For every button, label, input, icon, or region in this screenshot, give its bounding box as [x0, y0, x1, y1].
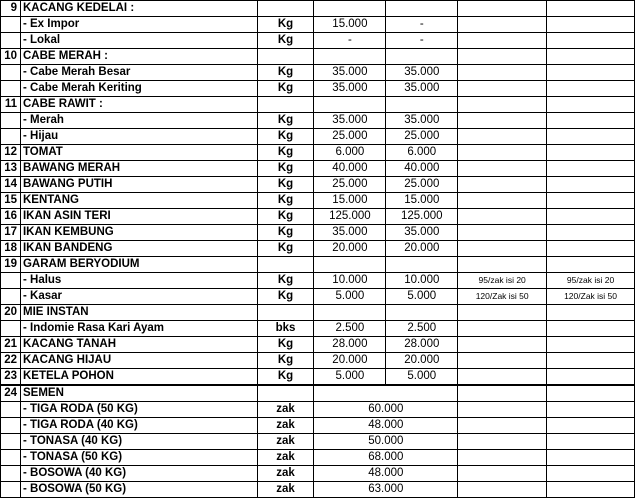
- note-cell-1[interactable]: [458, 450, 547, 466]
- price-cell-1[interactable]: 5.000: [314, 369, 386, 386]
- price-cell[interactable]: 68.000: [314, 450, 458, 466]
- note-cell-2[interactable]: [547, 321, 635, 337]
- table-row: [1, 209, 635, 225]
- note-cell-1[interactable]: [458, 321, 547, 337]
- note-cell-1[interactable]: 120/Zak isi 50: [458, 289, 547, 305]
- price-cell-2[interactable]: 28.000: [386, 337, 458, 353]
- unit-cell[interactable]: Kg: [257, 225, 314, 241]
- note-cell-2[interactable]: [547, 402, 635, 418]
- note-cell-2[interactable]: [547, 113, 635, 129]
- price-cell-1[interactable]: [314, 97, 386, 113]
- row-number-cell[interactable]: [1, 81, 21, 97]
- price-cell[interactable]: 63.000: [314, 482, 458, 498]
- price-cell-1[interactable]: 28.000: [314, 337, 386, 353]
- unit-cell[interactable]: zak: [257, 434, 314, 450]
- table-row: [1, 113, 635, 129]
- unit-cell[interactable]: Kg: [257, 209, 314, 225]
- note-cell-1[interactable]: [458, 305, 547, 321]
- note-cell-1[interactable]: [458, 113, 547, 129]
- item-name-cell[interactable]: - Halus: [20, 273, 257, 289]
- note-cell-2[interactable]: [547, 129, 635, 145]
- row-number-cell[interactable]: 16: [1, 209, 21, 225]
- price-cell[interactable]: 48.000: [314, 418, 458, 434]
- item-name-cell[interactable]: - Merah: [20, 113, 257, 129]
- row-number-cell[interactable]: 19: [1, 257, 21, 273]
- price-cell-1[interactable]: [314, 1, 386, 17]
- price-cell-1[interactable]: 10.000: [314, 273, 386, 289]
- note-cell-2[interactable]: [547, 193, 635, 209]
- table-row: [1, 129, 635, 145]
- price-cell-1[interactable]: 40.000: [314, 161, 386, 177]
- item-name-cell[interactable]: BAWANG MERAH: [20, 161, 257, 177]
- item-name-cell[interactable]: - Kasar: [20, 289, 257, 305]
- note-cell-1[interactable]: [458, 466, 547, 482]
- unit-cell[interactable]: Kg: [257, 241, 314, 257]
- item-name-cell[interactable]: - BOSOWA (50 KG): [20, 482, 257, 498]
- note-cell-1[interactable]: [458, 177, 547, 193]
- note-cell-1[interactable]: [458, 49, 547, 65]
- row-number-cell[interactable]: [1, 402, 21, 418]
- note-cell-1[interactable]: [458, 257, 547, 273]
- table-row: [1, 97, 635, 113]
- note-cell-2[interactable]: [547, 33, 635, 49]
- note-cell-2[interactable]: [547, 145, 635, 161]
- row-number-cell[interactable]: 15: [1, 193, 21, 209]
- note-cell-1[interactable]: [458, 482, 547, 498]
- note-cell-1[interactable]: [458, 418, 547, 434]
- table-row: [1, 81, 635, 97]
- item-name-cell[interactable]: CABE MERAH :: [20, 49, 257, 65]
- price-cell-2[interactable]: 25.000: [386, 177, 458, 193]
- note-cell-2[interactable]: [547, 209, 635, 225]
- item-name-cell[interactable]: - BOSOWA (40 KG): [20, 466, 257, 482]
- item-name-cell[interactable]: - TIGA RODA (50 KG): [20, 402, 257, 418]
- price-cell[interactable]: 48.000: [314, 466, 458, 482]
- item-name-cell[interactable]: IKAN BANDENG: [20, 241, 257, 257]
- table-row: [1, 49, 635, 65]
- price-cell-1[interactable]: 35.000: [314, 113, 386, 129]
- price-cell[interactable]: [314, 385, 458, 402]
- item-name-cell[interactable]: GARAM BERYODIUM: [20, 257, 257, 273]
- table-row: [1, 482, 635, 498]
- price-cell-2[interactable]: 6.000: [386, 145, 458, 161]
- note-cell-2[interactable]: [547, 353, 635, 369]
- row-number-cell[interactable]: [1, 129, 21, 145]
- price-cell-2[interactable]: 20.000: [386, 353, 458, 369]
- item-name-cell[interactable]: - Ex Impor: [20, 17, 257, 33]
- item-name-cell[interactable]: - Cabe Merah Besar: [20, 65, 257, 81]
- note-cell-2[interactable]: [547, 1, 635, 17]
- price-cell-1[interactable]: 35.000: [314, 65, 386, 81]
- table-row: [1, 17, 635, 33]
- price-cell-2[interactable]: 125.000: [386, 209, 458, 225]
- unit-cell[interactable]: zak: [257, 402, 314, 418]
- price-cell-2[interactable]: 5.000: [386, 289, 458, 305]
- unit-cell[interactable]: Kg: [257, 193, 314, 209]
- note-cell-1[interactable]: [458, 353, 547, 369]
- note-cell-2[interactable]: [547, 369, 635, 386]
- note-cell-1[interactable]: [458, 65, 547, 81]
- price-cell-2[interactable]: [386, 49, 458, 65]
- row-number-cell[interactable]: [1, 450, 21, 466]
- unit-cell[interactable]: Kg: [257, 129, 314, 145]
- row-number-cell[interactable]: 18: [1, 241, 21, 257]
- price-cell-2[interactable]: [386, 257, 458, 273]
- price-cell-2[interactable]: [386, 305, 458, 321]
- note-cell-1[interactable]: [458, 33, 547, 49]
- note-cell-2[interactable]: [547, 385, 635, 402]
- unit-cell[interactable]: Kg: [257, 273, 314, 289]
- note-cell-1[interactable]: [458, 241, 547, 257]
- unit-cell[interactable]: Kg: [257, 177, 314, 193]
- price-cell-2[interactable]: 35.000: [386, 65, 458, 81]
- price-cell-2[interactable]: 20.000: [386, 241, 458, 257]
- note-cell-1[interactable]: 95/zak isi 20: [458, 273, 547, 289]
- row-number-cell[interactable]: 12: [1, 145, 21, 161]
- price-cell-2[interactable]: -: [386, 17, 458, 33]
- note-cell-2[interactable]: 120/Zak isi 50: [547, 289, 635, 305]
- price-cell-1[interactable]: 15.000: [314, 17, 386, 33]
- row-number-cell[interactable]: 11: [1, 97, 21, 113]
- unit-cell[interactable]: zak: [257, 418, 314, 434]
- table-row: [1, 466, 635, 482]
- table-row: [1, 65, 635, 81]
- note-cell-1[interactable]: [458, 402, 547, 418]
- table-row: [1, 353, 635, 369]
- price-cell-1[interactable]: 2.500: [314, 321, 386, 337]
- price-cell-1[interactable]: 20.000: [314, 353, 386, 369]
- row-number-cell[interactable]: 14: [1, 177, 21, 193]
- item-name-cell[interactable]: IKAN ASIN TERI: [20, 209, 257, 225]
- unit-cell[interactable]: [257, 1, 314, 17]
- note-cell-1[interactable]: [458, 161, 547, 177]
- price-cell-2[interactable]: 40.000: [386, 161, 458, 177]
- note-cell-1[interactable]: [458, 97, 547, 113]
- unit-cell[interactable]: zak: [257, 482, 314, 498]
- table-row: [1, 33, 635, 49]
- row-number-cell[interactable]: 10: [1, 49, 21, 65]
- unit-cell[interactable]: Kg: [257, 161, 314, 177]
- item-name-cell[interactable]: MIE INSTAN: [20, 305, 257, 321]
- item-name-cell[interactable]: - Hijau: [20, 129, 257, 145]
- unit-cell[interactable]: [257, 97, 314, 113]
- unit-cell[interactable]: Kg: [257, 145, 314, 161]
- unit-cell[interactable]: zak: [257, 466, 314, 482]
- row-number-cell[interactable]: [1, 33, 21, 49]
- price-cell-1[interactable]: 25.000: [314, 177, 386, 193]
- item-name-cell[interactable]: - Cabe Merah Keriting: [20, 81, 257, 97]
- row-number-cell[interactable]: 13: [1, 161, 21, 177]
- price-cell-1[interactable]: 15.000: [314, 193, 386, 209]
- unit-cell[interactable]: Kg: [257, 337, 314, 353]
- note-cell-2[interactable]: [547, 450, 635, 466]
- item-name-cell[interactable]: - Indomie Rasa Kari Ayam: [20, 321, 257, 337]
- item-name-cell[interactable]: CABE RAWIT :: [20, 97, 257, 113]
- note-cell-2[interactable]: [547, 17, 635, 33]
- price-cell-2[interactable]: [386, 1, 458, 17]
- table-row: [1, 321, 635, 337]
- item-name-cell[interactable]: KACANG KEDELAI :: [20, 1, 257, 17]
- unit-cell[interactable]: zak: [257, 450, 314, 466]
- item-name-cell[interactable]: KACANG TANAH: [20, 337, 257, 353]
- price-cell-1[interactable]: 5.000: [314, 289, 386, 305]
- unit-cell[interactable]: bks: [257, 321, 314, 337]
- table-row: [1, 193, 635, 209]
- table-row: [1, 305, 635, 321]
- note-cell-2[interactable]: [547, 482, 635, 498]
- unit-cell[interactable]: [257, 49, 314, 65]
- price-cell[interactable]: 50.000: [314, 434, 458, 450]
- table-row: [1, 225, 635, 241]
- price-cell-1[interactable]: 125.000: [314, 209, 386, 225]
- price-cell-1[interactable]: [314, 305, 386, 321]
- table-row: [1, 257, 635, 273]
- note-cell-2[interactable]: [547, 434, 635, 450]
- unit-cell[interactable]: Kg: [257, 113, 314, 129]
- price-cell-2[interactable]: 35.000: [386, 113, 458, 129]
- row-number-cell[interactable]: 23: [1, 369, 21, 386]
- note-cell-2[interactable]: [547, 337, 635, 353]
- price-cell-1[interactable]: [314, 49, 386, 65]
- table-row: [1, 385, 635, 402]
- item-name-cell[interactable]: - TONASA (50 KG): [20, 450, 257, 466]
- table-row: [1, 450, 635, 466]
- price-cell-2[interactable]: 35.000: [386, 81, 458, 97]
- price-cell[interactable]: 60.000: [314, 402, 458, 418]
- row-number-cell[interactable]: 24: [1, 385, 21, 402]
- note-cell-1[interactable]: [458, 1, 547, 17]
- price-cell-1[interactable]: 6.000: [314, 145, 386, 161]
- price-cell-2[interactable]: 35.000: [386, 225, 458, 241]
- row-number-cell[interactable]: 20: [1, 305, 21, 321]
- unit-cell[interactable]: Kg: [257, 81, 314, 97]
- table-row: [1, 145, 635, 161]
- price-cell-1[interactable]: 35.000: [314, 225, 386, 241]
- table-row: [1, 369, 635, 386]
- table-row: [1, 273, 635, 289]
- unit-cell[interactable]: [257, 305, 314, 321]
- note-cell-2[interactable]: [547, 241, 635, 257]
- price-cell-2[interactable]: 25.000: [386, 129, 458, 145]
- table-row: [1, 241, 635, 257]
- row-number-cell[interactable]: [1, 113, 21, 129]
- row-number-cell[interactable]: [1, 273, 21, 289]
- item-name-cell[interactable]: BAWANG PUTIH: [20, 177, 257, 193]
- table-row: [1, 289, 635, 305]
- row-number-cell[interactable]: [1, 434, 21, 450]
- note-cell-2[interactable]: [547, 97, 635, 113]
- row-number-cell[interactable]: 17: [1, 225, 21, 241]
- note-cell-2[interactable]: [547, 81, 635, 97]
- price-cell-2[interactable]: 15.000: [386, 193, 458, 209]
- row-number-cell[interactable]: 22: [1, 353, 21, 369]
- price-cell-2[interactable]: 10.000: [386, 273, 458, 289]
- note-cell-2[interactable]: [547, 161, 635, 177]
- row-number-cell[interactable]: [1, 321, 21, 337]
- item-name-cell[interactable]: - Lokal: [20, 33, 257, 49]
- note-cell-1[interactable]: [458, 17, 547, 33]
- item-name-cell[interactable]: KENTANG: [20, 193, 257, 209]
- note-cell-1[interactable]: [458, 193, 547, 209]
- table-row: [1, 161, 635, 177]
- unit-cell[interactable]: Kg: [257, 289, 314, 305]
- row-number-cell[interactable]: [1, 418, 21, 434]
- note-cell-1[interactable]: [458, 369, 547, 386]
- note-cell-2[interactable]: [547, 65, 635, 81]
- note-cell-2[interactable]: [547, 466, 635, 482]
- row-number-cell[interactable]: 9: [1, 1, 21, 17]
- table-row: [1, 1, 635, 17]
- unit-cell[interactable]: [257, 257, 314, 273]
- row-number-cell[interactable]: [1, 289, 21, 305]
- price-cell-1[interactable]: 25.000: [314, 129, 386, 145]
- price-cell-2[interactable]: 5.000: [386, 369, 458, 386]
- note-cell-1[interactable]: [458, 337, 547, 353]
- price-cell-2[interactable]: [386, 97, 458, 113]
- unit-cell[interactable]: Kg: [257, 353, 314, 369]
- note-cell-1[interactable]: [458, 225, 547, 241]
- note-cell-1[interactable]: [458, 145, 547, 161]
- item-name-cell[interactable]: - TONASA (40 KG): [20, 434, 257, 450]
- unit-cell[interactable]: Kg: [257, 369, 314, 386]
- price-cell-1[interactable]: -: [314, 33, 386, 49]
- table-row: [1, 418, 635, 434]
- note-cell-2[interactable]: [547, 177, 635, 193]
- item-name-cell[interactable]: SEMEN: [20, 385, 257, 402]
- price-cell-1[interactable]: 20.000: [314, 241, 386, 257]
- table-row: [1, 337, 635, 353]
- note-cell-2[interactable]: [547, 305, 635, 321]
- unit-cell[interactable]: Kg: [257, 33, 314, 49]
- note-cell-1[interactable]: [458, 129, 547, 145]
- price-cell-2[interactable]: 2.500: [386, 321, 458, 337]
- note-cell-1[interactable]: [458, 81, 547, 97]
- price-cell-1[interactable]: [314, 257, 386, 273]
- row-number-cell[interactable]: [1, 482, 21, 498]
- unit-cell[interactable]: [257, 385, 314, 402]
- unit-cell[interactable]: Kg: [257, 65, 314, 81]
- unit-cell[interactable]: Kg: [257, 17, 314, 33]
- item-name-cell[interactable]: KETELA POHON: [20, 369, 257, 386]
- note-cell-1[interactable]: [458, 385, 547, 402]
- item-name-cell[interactable]: KACANG HIJAU: [20, 353, 257, 369]
- row-number-cell[interactable]: [1, 17, 21, 33]
- row-number-cell[interactable]: 21: [1, 337, 21, 353]
- item-name-cell[interactable]: IKAN KEMBUNG: [20, 225, 257, 241]
- item-name-cell[interactable]: TOMAT: [20, 145, 257, 161]
- price-cell-1[interactable]: 35.000: [314, 81, 386, 97]
- note-cell-2[interactable]: [547, 225, 635, 241]
- price-cell-2[interactable]: -: [386, 33, 458, 49]
- note-cell-1[interactable]: [458, 209, 547, 225]
- note-cell-2[interactable]: [547, 418, 635, 434]
- row-number-cell[interactable]: [1, 65, 21, 81]
- note-cell-2[interactable]: 95/zak isi 20: [547, 273, 635, 289]
- note-cell-2[interactable]: [547, 257, 635, 273]
- table-row: [1, 402, 635, 418]
- row-number-cell[interactable]: [1, 466, 21, 482]
- item-name-cell[interactable]: - TIGA RODA (40 KG): [20, 418, 257, 434]
- table-row: [1, 434, 635, 450]
- note-cell-1[interactable]: [458, 434, 547, 450]
- note-cell-2[interactable]: [547, 49, 635, 65]
- table-row: [1, 177, 635, 193]
